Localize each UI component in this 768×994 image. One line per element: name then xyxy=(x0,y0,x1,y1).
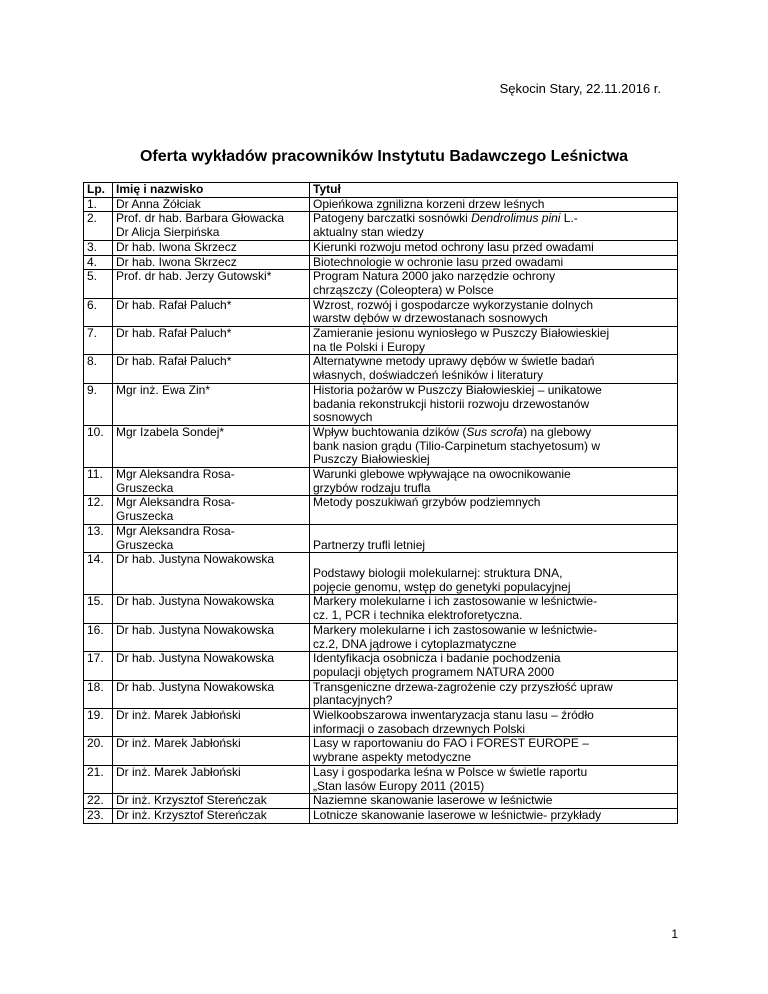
row-number: 15. xyxy=(84,595,113,623)
lecture-title xyxy=(310,680,678,708)
lecture-title xyxy=(310,709,678,737)
row-number: 23. xyxy=(84,808,113,823)
table-row xyxy=(84,623,678,651)
table-row xyxy=(84,794,678,809)
row-number: 4. xyxy=(84,255,113,270)
lecturer-name xyxy=(113,383,310,425)
lecture-title-line: Identyfikacja osobnicza i badanie pochodzenia xyxy=(313,651,561,666)
lecturer-name xyxy=(113,553,310,595)
lecture-title-line: Patogeny barczatki sosnówki Dendrolimus pini L.- xyxy=(313,211,578,226)
lecture-title xyxy=(310,212,678,240)
lecturer-name xyxy=(113,355,310,383)
lecture-title-line: Metody poszukiwań grzybów podziemnych xyxy=(313,495,541,510)
lecture-title-line: chrząszczy (Coleoptera) w Polsce xyxy=(313,282,494,297)
table-row xyxy=(84,468,678,496)
lecturer-name-line: Prof. dr hab. Barbara Głowacka xyxy=(116,211,285,226)
row-number: 3. xyxy=(84,240,113,255)
lecture-title-line: „Stan lasów Europy 2011 (2015) xyxy=(313,778,485,793)
lecturer-name xyxy=(113,623,310,651)
lecture-title xyxy=(310,327,678,355)
lecture-title-line: Markery molekularne i ich zastosowanie w leśnictwie- xyxy=(313,594,598,609)
row-number: 17. xyxy=(84,652,113,680)
lecturer-name-line: Mgr Aleksandra Rosa- xyxy=(116,467,235,482)
lecture-title-line xyxy=(313,525,674,539)
lecturer-name xyxy=(113,524,310,552)
table-row xyxy=(84,212,678,240)
lecture-title-line: Lotnicze skanowanie laserowe w leśnictwie- przykłady xyxy=(313,807,602,822)
page-number: 1 xyxy=(671,927,678,941)
lecture-title xyxy=(310,737,678,765)
lecturer-name-line: Dr hab. Justyna Nowakowska xyxy=(116,622,275,637)
lecturer-name xyxy=(113,595,310,623)
lecture-title xyxy=(310,355,678,383)
lecture-title-line: warstw dębów w drzewostanach sosnowych xyxy=(313,311,548,326)
lecture-title-line: wybrane aspekty metodyczne xyxy=(313,750,472,765)
lecturer-name-line: Dr hab. Iwona Skrzecz xyxy=(116,254,237,269)
lecture-title xyxy=(310,524,678,552)
row-number: 14. xyxy=(84,553,113,595)
lecture-title xyxy=(310,794,678,809)
lecturer-name-line: Dr inż. Krzysztof Stereńczak xyxy=(116,793,267,808)
lecture-title-line: Historia pożarów w Puszczy Białowieskiej – unikatowe xyxy=(313,382,602,397)
lectures-table xyxy=(83,182,678,824)
lecture-title-line: aktualny stan wiedzy xyxy=(313,225,424,240)
table-row xyxy=(84,680,678,708)
lecture-title-line: Alternatywne metody uprawy dębów w świetle badań xyxy=(313,354,595,369)
row-number: 1. xyxy=(84,197,113,212)
row-number: 8. xyxy=(84,355,113,383)
lecture-title xyxy=(310,623,678,651)
row-number: 2. xyxy=(84,212,113,240)
lecturer-name-line: Prof. dr hab. Jerzy Gutowski* xyxy=(116,269,272,284)
lecture-title-line: informacji o zasobach drzewnych Polski xyxy=(313,721,526,736)
row-number: 5. xyxy=(84,270,113,298)
column-header-title: Tytuł xyxy=(310,183,678,198)
lecturer-name xyxy=(113,652,310,680)
table-row xyxy=(84,709,678,737)
lecture-title-line: populacji objętych programem NATURA 2000 xyxy=(313,664,555,679)
row-number: 16. xyxy=(84,623,113,651)
table-row xyxy=(84,255,678,270)
table-row xyxy=(84,270,678,298)
lecturer-name xyxy=(113,808,310,823)
table-row xyxy=(84,383,678,425)
lecture-title xyxy=(310,808,678,823)
lecture-title-line: Biotechnologie w ochronie lasu przed owadami xyxy=(313,254,564,269)
lecturer-name-line: Mgr inż. Ewa Zin* xyxy=(116,382,211,397)
lecture-title xyxy=(310,765,678,793)
lecturer-name xyxy=(113,496,310,524)
lecture-title xyxy=(310,652,678,680)
lecture-title xyxy=(310,270,678,298)
column-header-lp: Lp. xyxy=(84,183,113,198)
lecturer-name xyxy=(113,327,310,355)
table-row xyxy=(84,808,678,823)
lecture-title xyxy=(310,383,678,425)
lecture-title-line: Puszczy Białowieskiej xyxy=(313,452,430,467)
document-title: Oferta wykładów pracowników Instytutu Badawczego Leśnictwa xyxy=(139,148,629,165)
lecturer-name-line: Dr hab. Iwona Skrzecz xyxy=(116,239,237,254)
row-number: 9. xyxy=(84,383,113,425)
row-number: 21. xyxy=(84,765,113,793)
lecturer-name-line: Dr Anna Żółciak xyxy=(116,196,201,211)
row-number: 19. xyxy=(84,709,113,737)
table-row xyxy=(84,298,678,326)
table-row xyxy=(84,652,678,680)
lecture-title-line: cz. 1, PCR i technika elektroforetyczna. xyxy=(313,608,523,623)
lecture-title-line: Transgeniczne drzewa-zagrożenie czy przyszłość upraw xyxy=(313,679,613,694)
table-row xyxy=(84,553,678,595)
lecture-title-line: Wzrost, rozwój i gospodarcze wykorzystanie dolnych xyxy=(313,297,594,312)
column-header-name: Imię i nazwisko xyxy=(113,183,310,198)
lecture-title xyxy=(310,496,678,524)
lecture-title-line: Zamieranie jesionu wyniosłego w Puszczy Białowieskiej xyxy=(313,326,610,341)
lecture-title-line: Program Natura 2000 jako narzędzie ochrony xyxy=(313,269,556,284)
lecture-title-line: własnych, doświadczeń leśników i literatury xyxy=(313,368,544,383)
lecturer-name xyxy=(113,240,310,255)
lecture-title-line: Warunki glebowe wpływające na owocnikowanie xyxy=(313,467,571,482)
table-row xyxy=(84,737,678,765)
lecture-title xyxy=(310,468,678,496)
table-row xyxy=(84,765,678,793)
lecture-title xyxy=(310,240,678,255)
lecturer-name xyxy=(113,794,310,809)
lecturer-name xyxy=(113,709,310,737)
table-row xyxy=(84,595,678,623)
lecturer-name-line: Dr Alicja Sierpińska xyxy=(116,225,220,240)
lecturer-name-line: Dr hab. Justyna Nowakowska xyxy=(116,679,275,694)
lecture-title xyxy=(310,298,678,326)
lecture-title-line: na tle Polski i Europy xyxy=(313,339,426,354)
lecturer-name xyxy=(113,298,310,326)
lecture-title-line: bank nasion grądu (Tilio-Carpinetum stachyetosum) w xyxy=(313,438,601,453)
lecturer-name-line: Dr inż. Marek Jabłoński xyxy=(116,764,241,779)
row-number: 7. xyxy=(84,327,113,355)
row-number: 22. xyxy=(84,794,113,809)
lecturer-name-line: Mgr Izabela Sondej* xyxy=(116,424,225,439)
lecturer-name-line: Gruszecka xyxy=(116,509,174,524)
lecturer-name-line: Mgr Aleksandra Rosa- xyxy=(116,495,235,510)
lecture-title-line: Kierunki rozwoju metod ochrony lasu przed owadami xyxy=(313,239,594,254)
lecture-title-line: sosnowych xyxy=(313,410,373,425)
table-row xyxy=(84,197,678,212)
lecturer-name xyxy=(113,425,310,467)
place-date: Sękocin Stary, 22.11.2016 r. xyxy=(499,81,661,96)
table-row xyxy=(84,240,678,255)
lecture-title-line: Markery molekularne i ich zastosowanie w leśnictwie- xyxy=(313,622,598,637)
lecture-title xyxy=(310,425,678,467)
row-number: 13. xyxy=(84,524,113,552)
lecturer-name xyxy=(113,765,310,793)
row-number: 12. xyxy=(84,496,113,524)
lecturer-name-line: Gruszecka xyxy=(116,480,174,495)
lecturer-name-line: Dr hab. Rafał Paluch* xyxy=(116,354,232,369)
row-number: 11. xyxy=(84,468,113,496)
lecturer-name-line: Dr inż. Krzysztof Stereńczak xyxy=(116,807,267,822)
lecture-title-line: pojęcie genomu, wstęp do genetyki populacyjnej xyxy=(313,579,571,594)
lecturer-name xyxy=(113,468,310,496)
row-number: 20. xyxy=(84,737,113,765)
lecturer-name-line: Dr hab. Justyna Nowakowska xyxy=(116,552,275,567)
lecturer-name-line: Dr inż. Marek Jabłoński xyxy=(116,708,241,723)
lecture-title-line: Lasy w raportowaniu do FAO i FOREST EUROPE – xyxy=(313,736,589,751)
lecture-title-line: cz.2, DNA jądrowe i cytoplazmatyczne xyxy=(313,636,517,651)
lecturer-name-line: Dr hab. Justyna Nowakowska xyxy=(116,651,275,666)
row-number: 18. xyxy=(84,680,113,708)
table-row xyxy=(84,355,678,383)
lecturer-name-line: Gruszecka xyxy=(116,537,174,552)
lecture-title-line: Partnerzy trufli letniej xyxy=(313,537,426,552)
lecturer-name xyxy=(113,197,310,212)
table-header-row xyxy=(84,183,678,198)
lecture-title xyxy=(310,553,678,595)
table-row xyxy=(84,496,678,524)
lecture-title-line: plantacyjnych? xyxy=(313,693,393,708)
lecture-title-line: Lasy i gospodarka leśna w Polsce w świetle raportu xyxy=(313,764,588,779)
lecturer-name xyxy=(113,680,310,708)
lecture-title-line: badania rekonstrukcji historii rozwoju drzewostanów xyxy=(313,396,590,411)
lecture-title xyxy=(310,197,678,212)
row-number: 10. xyxy=(84,425,113,467)
lecturer-name-line: Mgr Aleksandra Rosa- xyxy=(116,523,235,538)
lecture-title-line: Naziemne skanowanie laserowe w leśnictwie xyxy=(313,793,553,808)
lecturer-name-line: Dr hab. Rafał Paluch* xyxy=(116,297,232,312)
table-row xyxy=(84,327,678,355)
lecturer-name-line: Dr hab. Justyna Nowakowska xyxy=(116,594,275,609)
lecturer-name-line: Dr inż. Marek Jabłoński xyxy=(116,736,241,751)
lecture-title-line xyxy=(313,553,674,567)
lecture-title-line: Wpływ buchtowania dzików (Sus scrofa) na glebowy xyxy=(313,424,592,439)
lecture-title-line: Opieńkowa zgnilizna korzeni drzew leśnych xyxy=(313,196,545,211)
lecturer-name xyxy=(113,212,310,240)
row-number: 6. xyxy=(84,298,113,326)
table-row xyxy=(84,425,678,467)
lecture-title xyxy=(310,255,678,270)
lecture-title-line: grzybów rodzaju trufla xyxy=(313,480,431,495)
lecturer-name xyxy=(113,737,310,765)
lecturer-name xyxy=(113,255,310,270)
lecture-title-line: Wielkoobszarowa inwentaryzacja stanu lasu – źródło xyxy=(313,708,594,723)
lecturer-name xyxy=(113,270,310,298)
table-row xyxy=(84,524,678,552)
lecturer-name-line: Dr hab. Rafał Paluch* xyxy=(116,326,232,341)
lecture-title-line: Podstawy biologii molekularnej: struktura DNA, xyxy=(313,565,563,580)
lecture-title xyxy=(310,595,678,623)
